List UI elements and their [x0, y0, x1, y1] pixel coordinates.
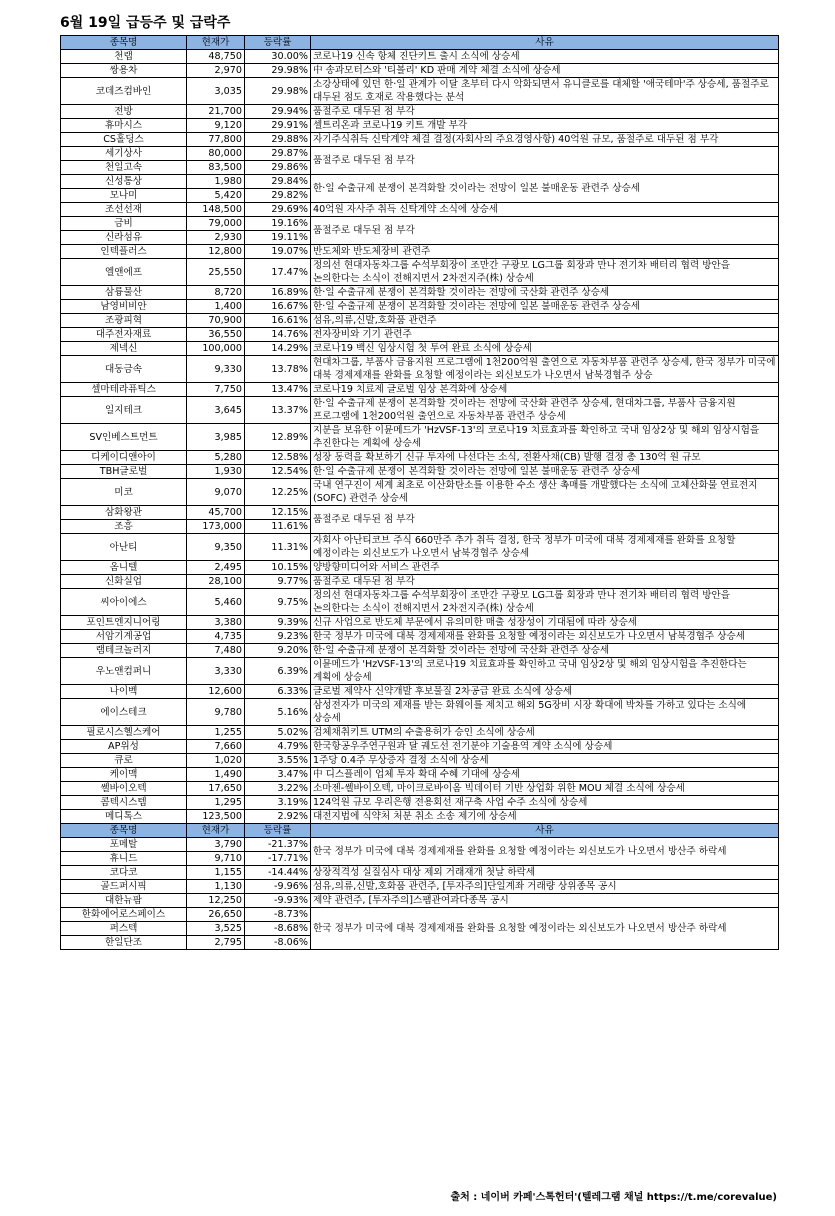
header-rate: 등락률	[245, 36, 311, 50]
cell-reason: 한·일 수출규제 분쟁이 본격화할 것이라는 전망이 일본 불매운동 관련주 상승세	[311, 175, 779, 203]
cell-name: 일지테크	[61, 397, 187, 424]
cell-rate: 6.33%	[245, 685, 311, 699]
table-row	[61, 50, 779, 64]
cell-price: 79,000	[187, 217, 245, 231]
cell-price: 5,420	[187, 189, 245, 203]
header-price: 현재가	[187, 824, 245, 838]
table-row	[61, 203, 779, 217]
cell-reason: 이뮨메드가 'HzVSF-13'의 코로나19 치료효과를 확인하고 국내 임상2상 및 해외 임상시험을 추진한다는 계획에 상승세	[311, 658, 779, 685]
table-row	[61, 175, 779, 189]
cell-reason: 국내 연구진이 세계 최초로 이산화탄소를 이용한 수소 생산 촉매를 개발했다는 소식에 고체산화물 연료전지(SOFC) 관련주 상승세	[311, 479, 779, 506]
cell-price: 1,155	[187, 866, 245, 880]
cell-reason: 한·일 수출규제 분쟁이 본격화할 것이라는 전망에 국산화 관련주 상승세, 현대차그룹, 부품사 금융지원 프로그램에 1천200억원 출연으로 자동차부품 관련주 상승세	[311, 397, 779, 424]
cell-reason: 한·일 수출규제 분쟁이 본격화할 것이라는 전망에 일본 불매운동 관련주 상승세	[311, 465, 779, 479]
cell-price: 12,250	[187, 894, 245, 908]
cell-price: 36,550	[187, 328, 245, 342]
cell-reason: 품절주로 대두된 점 부각	[311, 575, 779, 589]
header-price: 현재가	[187, 36, 245, 50]
cell-name: 세기상사	[61, 147, 187, 161]
cell-name: 천랩	[61, 50, 187, 64]
cell-price: 83,500	[187, 161, 245, 175]
cell-rate: -8.73%	[245, 908, 311, 922]
table-row	[61, 630, 779, 644]
cell-price: 7,660	[187, 740, 245, 754]
table-row	[61, 78, 779, 105]
table-row	[61, 119, 779, 133]
cell-price: 4,735	[187, 630, 245, 644]
cell-price: 1,490	[187, 768, 245, 782]
cell-name: 조선선재	[61, 203, 187, 217]
cell-reason: 양방향미디어와 서비스 관련주	[311, 561, 779, 575]
cell-name: 코데즈컴바인	[61, 78, 187, 105]
cell-price: 2,970	[187, 64, 245, 78]
header-reason: 사유	[311, 824, 779, 838]
cell-name: 조광피혁	[61, 314, 187, 328]
cell-rate: 3.47%	[245, 768, 311, 782]
header-name: 종목명	[61, 824, 187, 838]
cell-rate: 11.61%	[245, 520, 311, 534]
cell-reason: 성장 동력을 확보하기 신규 투자에 나선다는 소식, 전환사채(CB) 발행 결정 총 130억 원 규모	[311, 451, 779, 465]
table-row	[61, 561, 779, 575]
cell-name: 콤텍시스템	[61, 796, 187, 810]
cell-reason: 품절주로 대두된 점 부각	[311, 506, 779, 534]
cell-name: 큐로	[61, 754, 187, 768]
cell-reason: 삼성전자가 미국의 제재를 받는 화웨이를 제치고 해외 5G장비 시장 확대에 박차를 가하고 있다는 소식에 상승세	[311, 699, 779, 726]
cell-price: 3,985	[187, 424, 245, 451]
cell-rate: 9.75%	[245, 589, 311, 616]
table-row	[61, 658, 779, 685]
cell-rate: 11.31%	[245, 534, 311, 561]
cell-name: 신화실업	[61, 575, 187, 589]
cell-rate: 12.54%	[245, 465, 311, 479]
cell-name: TBH글로벌	[61, 465, 187, 479]
header-rate: 등락률	[245, 824, 311, 838]
cell-rate: 4.79%	[245, 740, 311, 754]
cell-name: CS홀딩스	[61, 133, 187, 147]
cell-reason: 中 송과모터스와 '티볼리' KD 판매 계약 체결 소식에 상승세	[311, 64, 779, 78]
cell-price: 9,330	[187, 356, 245, 383]
cell-name: 코다코	[61, 866, 187, 880]
cell-price: 1,930	[187, 465, 245, 479]
cell-rate: 16.89%	[245, 286, 311, 300]
cell-price: 1,295	[187, 796, 245, 810]
table-row	[61, 245, 779, 259]
cell-rate: 3.55%	[245, 754, 311, 768]
table-row	[61, 796, 779, 810]
cell-name: 옴니텔	[61, 561, 187, 575]
table-row	[61, 685, 779, 699]
table-row	[61, 644, 779, 658]
cell-reason: 한·일 수출규제 분쟁이 본격화할 것이라는 전망에 일본 불매운동 관련주 상승세	[311, 300, 779, 314]
table-row	[61, 451, 779, 465]
table-row	[61, 217, 779, 231]
stock-table	[60, 35, 779, 950]
table-row	[61, 866, 779, 880]
cell-rate: 29.86%	[245, 161, 311, 175]
cell-rate: 10.15%	[245, 561, 311, 575]
cell-rate: 29.84%	[245, 175, 311, 189]
cell-reason: 한·일 수출규제 분쟁이 본격화할 것이라는 전망에 국산화 관련주 상승세	[311, 286, 779, 300]
cell-rate: -14.44%	[245, 866, 311, 880]
cell-rate: 12.89%	[245, 424, 311, 451]
cell-reason: 상장적격성 실질심사 대상 제외 거래재개 첫날 하락세	[311, 866, 779, 880]
cell-rate: -17.71%	[245, 852, 311, 866]
cell-price: 3,525	[187, 922, 245, 936]
table-row	[61, 342, 779, 356]
cell-rate: 6.39%	[245, 658, 311, 685]
cell-reason: 현대차그룹, 부품사 금융지원 프로그램에 1천200억원 출연으로 자동차부품 관련주 상승세, 한국 정부가 미국에 대북 경제제재를 완화를 요청할 예정이라는 외신보도가 나오면서 남북경협주 상승	[311, 356, 779, 383]
cell-name: 램테크놀러지	[61, 644, 187, 658]
cell-rate: -21.37%	[245, 838, 311, 852]
table-row	[61, 782, 779, 796]
table-row	[61, 699, 779, 726]
cell-reason: 中 디스플레이 업체 투자 확대 수혜 기대에 상승세	[311, 768, 779, 782]
cell-reason: 품절주로 대두된 점 부각	[311, 217, 779, 245]
cell-reason: 반도체와 반도체장비 관련주	[311, 245, 779, 259]
cell-rate: 13.37%	[245, 397, 311, 424]
cell-reason: 한국 정부가 미국에 대북 경제제재를 완화를 요청할 예정이라는 외신보도가 나오면서 방산주 하락세	[311, 838, 779, 866]
table-row	[61, 616, 779, 630]
cell-rate: 9.20%	[245, 644, 311, 658]
cell-name: 쎌바이오텍	[61, 782, 187, 796]
cell-price: 3,380	[187, 616, 245, 630]
cell-rate: 29.94%	[245, 105, 311, 119]
losers-header-row	[61, 824, 779, 838]
cell-rate: 3.22%	[245, 782, 311, 796]
cell-price: 80,000	[187, 147, 245, 161]
table-row	[61, 300, 779, 314]
cell-rate: 5.02%	[245, 726, 311, 740]
cell-reason: 지분을 보유한 이뮨메드가 'HzVSF-13'의 코로나19 치료효과를 확인하고 국내 임상2상 및 해외 임상시험을 추진한다는 계획에 상승세	[311, 424, 779, 451]
cell-price: 48,750	[187, 50, 245, 64]
cell-name: 케이맥	[61, 768, 187, 782]
cell-rate: -8.06%	[245, 936, 311, 950]
gainers-header-row	[61, 36, 779, 50]
cell-rate: 12.25%	[245, 479, 311, 506]
table-row	[61, 259, 779, 286]
cell-reason: 대전지법에 식약처 처분 취소 소송 제기에 상승세	[311, 810, 779, 824]
table-row	[61, 894, 779, 908]
cell-price: 1,020	[187, 754, 245, 768]
cell-price: 2,795	[187, 936, 245, 950]
cell-price: 1,980	[187, 175, 245, 189]
cell-price: 7,480	[187, 644, 245, 658]
cell-rate: 29.88%	[245, 133, 311, 147]
cell-name: 휴니드	[61, 852, 187, 866]
table-row	[61, 810, 779, 824]
cell-price: 5,460	[187, 589, 245, 616]
cell-price: 70,900	[187, 314, 245, 328]
cell-name: 에이스테크	[61, 699, 187, 726]
cell-name: 한화에어로스페이스	[61, 908, 187, 922]
cell-reason: 코로나19 백신 임상시험 첫 투여 완료 소식에 상승세	[311, 342, 779, 356]
cell-name: 우노앤컴퍼니	[61, 658, 187, 685]
cell-name: 씨아이에스	[61, 589, 187, 616]
cell-reason: 글로벌 제약사 신약개발 후보물질 2차공급 완료 소식에 상승세	[311, 685, 779, 699]
cell-name: 엘앤에프	[61, 259, 187, 286]
cell-reason: 자회사 아난티코브 주식 660만주 추가 취득 결정, 한국 정부가 미국에 대북 경제제재를 완화를 요청할 예정이라는 외신보도가 나오면서 남북경협주 상승세	[311, 534, 779, 561]
cell-name: 아난티	[61, 534, 187, 561]
table-row	[61, 147, 779, 161]
cell-price: 7,750	[187, 383, 245, 397]
cell-name: 금비	[61, 217, 187, 231]
cell-name: 남영비비안	[61, 300, 187, 314]
cell-price: 8,720	[187, 286, 245, 300]
table-row	[61, 575, 779, 589]
cell-price: 28,100	[187, 575, 245, 589]
cell-price: 123,500	[187, 810, 245, 824]
cell-price: 3,035	[187, 78, 245, 105]
cell-rate: 13.78%	[245, 356, 311, 383]
cell-price: 25,550	[187, 259, 245, 286]
cell-rate: 29.91%	[245, 119, 311, 133]
table-row	[61, 534, 779, 561]
cell-rate: -9.96%	[245, 880, 311, 894]
table-row	[61, 133, 779, 147]
table-row	[61, 506, 779, 520]
cell-rate: 29.87%	[245, 147, 311, 161]
cell-name: 신성통상	[61, 175, 187, 189]
cell-name: 신라섬유	[61, 231, 187, 245]
table-row	[61, 838, 779, 852]
cell-reason: 검체채취키트 UTM의 수출용허가 승인 소식에 상승세	[311, 726, 779, 740]
cell-price: 5,280	[187, 451, 245, 465]
cell-reason: 제약 관련주, [투자주의]스팸관여과다종목 공시	[311, 894, 779, 908]
cell-reason: 한국 정부가 미국에 대북 경제제재를 완화를 요청할 예정이라는 외신보도가 나오면서 남북경협주 상승세	[311, 630, 779, 644]
cell-rate: 16.67%	[245, 300, 311, 314]
cell-reason: 품절주로 대두된 점 부각	[311, 147, 779, 175]
table-row	[61, 105, 779, 119]
cell-reason: 신규 사업으로 반도체 부문에서 유의미한 매출 성장성이 기대됨에 따라 상승세	[311, 616, 779, 630]
header-name: 종목명	[61, 36, 187, 50]
cell-reason: 코로나19 치료제 글로벌 임상 본격화에 상승세	[311, 383, 779, 397]
cell-rate: 3.19%	[245, 796, 311, 810]
cell-price: 3,790	[187, 838, 245, 852]
cell-name: 서암기계공업	[61, 630, 187, 644]
table-row	[61, 740, 779, 754]
cell-name: 쌍용차	[61, 64, 187, 78]
table-row	[61, 726, 779, 740]
cell-reason: 전자장비와 기기 관련주	[311, 328, 779, 342]
cell-reason: 소마젠-쎌바이오텍, 마이크로바이옴 빅데이터 기반 상업화 위한 MOU 체결 소식에 상승세	[311, 782, 779, 796]
cell-price: 148,500	[187, 203, 245, 217]
cell-rate: 9.39%	[245, 616, 311, 630]
cell-reason: 한국항공우주연구원과 달 궤도선 전기분야 기술용역 계약 소식에 상승세	[311, 740, 779, 754]
cell-price: 1,130	[187, 880, 245, 894]
table-row	[61, 286, 779, 300]
cell-name: 한일단조	[61, 936, 187, 950]
cell-reason: 한·일 수출규제 분쟁이 본격화할 것이라는 전망에 국산화 관련주 상승세	[311, 644, 779, 658]
cell-reason: 1주당 0.4주 무상증자 결정 소식에 상승세	[311, 754, 779, 768]
cell-rate: 19.07%	[245, 245, 311, 259]
cell-rate: 29.98%	[245, 78, 311, 105]
cell-price: 3,330	[187, 658, 245, 685]
cell-reason: 40억원 자사주 취득 신탁계약 소식에 상승세	[311, 203, 779, 217]
table-row	[61, 328, 779, 342]
table-row	[61, 589, 779, 616]
cell-price: 12,800	[187, 245, 245, 259]
cell-name: 천일고속	[61, 161, 187, 175]
cell-price: 100,000	[187, 342, 245, 356]
cell-rate: 14.76%	[245, 328, 311, 342]
cell-price: 21,700	[187, 105, 245, 119]
cell-name: 디케이디앤아이	[61, 451, 187, 465]
cell-name: 휴마시스	[61, 119, 187, 133]
cell-name: 대한뉴팜	[61, 894, 187, 908]
cell-name: SV인베스트먼트	[61, 424, 187, 451]
cell-name: 포메탈	[61, 838, 187, 852]
table-row	[61, 908, 779, 922]
cell-rate: 19.16%	[245, 217, 311, 231]
cell-price: 26,650	[187, 908, 245, 922]
cell-name: 골드퍼시픽	[61, 880, 187, 894]
source-footer: 출처 : 네이버 카페'스톡헌터'(텔레그램 채널 https://t.me/corevalue)	[450, 1192, 777, 1203]
table-row	[61, 880, 779, 894]
cell-price: 173,000	[187, 520, 245, 534]
cell-reason: 정의선 현대자동차그룹 수석부회장이 조만간 구광모 LG그룹 회장과 만나 전기차 배터리 협력 방안을 논의한다는 소식이 전해지면서 2차전지주(株) 상승세	[311, 589, 779, 616]
cell-rate: 29.69%	[245, 203, 311, 217]
cell-rate: 29.98%	[245, 64, 311, 78]
cell-rate: -9.93%	[245, 894, 311, 908]
table-row	[61, 754, 779, 768]
cell-rate: 29.82%	[245, 189, 311, 203]
cell-reason: 셀트리온과 코로나19 키트 개발 부각	[311, 119, 779, 133]
cell-price: 45,700	[187, 506, 245, 520]
cell-rate: 14.29%	[245, 342, 311, 356]
header-reason: 사유	[311, 36, 779, 50]
table-row	[61, 383, 779, 397]
cell-name: 메디톡스	[61, 810, 187, 824]
cell-rate: 13.47%	[245, 383, 311, 397]
cell-rate: 30.00%	[245, 50, 311, 64]
gainers-body	[61, 50, 779, 824]
cell-price: 9,120	[187, 119, 245, 133]
cell-rate: 19.11%	[245, 231, 311, 245]
cell-name: 포인트엔지니어링	[61, 616, 187, 630]
cell-reason: 섬유,의류,신발,호화품 관련주, [투자주의]단일계좌 거래량 상위종목 공시	[311, 880, 779, 894]
table-row	[61, 768, 779, 782]
cell-rate: -8.68%	[245, 922, 311, 936]
cell-rate: 12.15%	[245, 506, 311, 520]
cell-name: AP위성	[61, 740, 187, 754]
cell-price: 1,255	[187, 726, 245, 740]
cell-rate: 2.92%	[245, 810, 311, 824]
cell-name: 대주전자재료	[61, 328, 187, 342]
cell-rate: 5.16%	[245, 699, 311, 726]
page-title: 6월 19일 급등주 및 급락주	[60, 15, 231, 31]
table-row	[61, 64, 779, 78]
cell-name: 삼화왕관	[61, 506, 187, 520]
cell-reason: 정의선 현대자동차그룹 수석부회장이 조만간 구광모 LG그룹 회장과 만나 전기차 배터리 협력 방안을 논의한다는 소식이 전해지면서 2차전지주(株) 상승세	[311, 259, 779, 286]
table-row	[61, 397, 779, 424]
cell-price: 9,710	[187, 852, 245, 866]
cell-reason: 한국 정부가 미국에 대북 경제제재를 완화를 요청할 예정이라는 외신보도가 나오면서 방산주 하락세	[311, 908, 779, 950]
cell-price: 17,650	[187, 782, 245, 796]
cell-reason: 124억원 규모 우리은행 전용회선 재구축 사업 수주 소식에 상승세	[311, 796, 779, 810]
cell-price: 1,400	[187, 300, 245, 314]
cell-name: 대동금속	[61, 356, 187, 383]
cell-price: 9,780	[187, 699, 245, 726]
cell-reason: 소강상태에 있던 한·일 관계가 이달 초부터 다시 악화되면서 유니클로를 대체할 '애국테마'주 상승세, 품절주로 대두된 점도 호재로 작용했다는 분석	[311, 78, 779, 105]
cell-name: 전방	[61, 105, 187, 119]
cell-price: 9,350	[187, 534, 245, 561]
cell-name: 인텍플러스	[61, 245, 187, 259]
losers-body	[61, 838, 779, 950]
cell-reason: 품절주로 대두된 점 부각	[311, 105, 779, 119]
cell-name: 나이벡	[61, 685, 187, 699]
cell-name: 미코	[61, 479, 187, 506]
cell-name: 제넥신	[61, 342, 187, 356]
cell-price: 77,800	[187, 133, 245, 147]
cell-price: 2,495	[187, 561, 245, 575]
cell-price: 9,070	[187, 479, 245, 506]
cell-rate: 16.61%	[245, 314, 311, 328]
table-row	[61, 465, 779, 479]
cell-rate: 9.77%	[245, 575, 311, 589]
cell-rate: 12.58%	[245, 451, 311, 465]
cell-name: 조흥	[61, 520, 187, 534]
table-row	[61, 424, 779, 451]
table-row	[61, 479, 779, 506]
cell-reason: 자기주식취득 신탁계약 체결 결정(자회사의 주요경영사항) 40억원 규모, 품절주로 대두된 점 부각	[311, 133, 779, 147]
cell-price: 2,930	[187, 231, 245, 245]
cell-reason: 코로나19 신속 항체 진단키트 출시 소식에 상승세	[311, 50, 779, 64]
cell-rate: 17.47%	[245, 259, 311, 286]
cell-name: 셀마테라퓨틱스	[61, 383, 187, 397]
cell-price: 3,645	[187, 397, 245, 424]
cell-name: 퍼스텍	[61, 922, 187, 936]
cell-price: 12,600	[187, 685, 245, 699]
table-row	[61, 356, 779, 383]
cell-name: 모나미	[61, 189, 187, 203]
cell-name: 필로시스헬스케어	[61, 726, 187, 740]
cell-rate: 9.23%	[245, 630, 311, 644]
cell-reason: 섬유,의류,신발,호화품 관련주	[311, 314, 779, 328]
table-row	[61, 314, 779, 328]
cell-name: 삼륭물산	[61, 286, 187, 300]
